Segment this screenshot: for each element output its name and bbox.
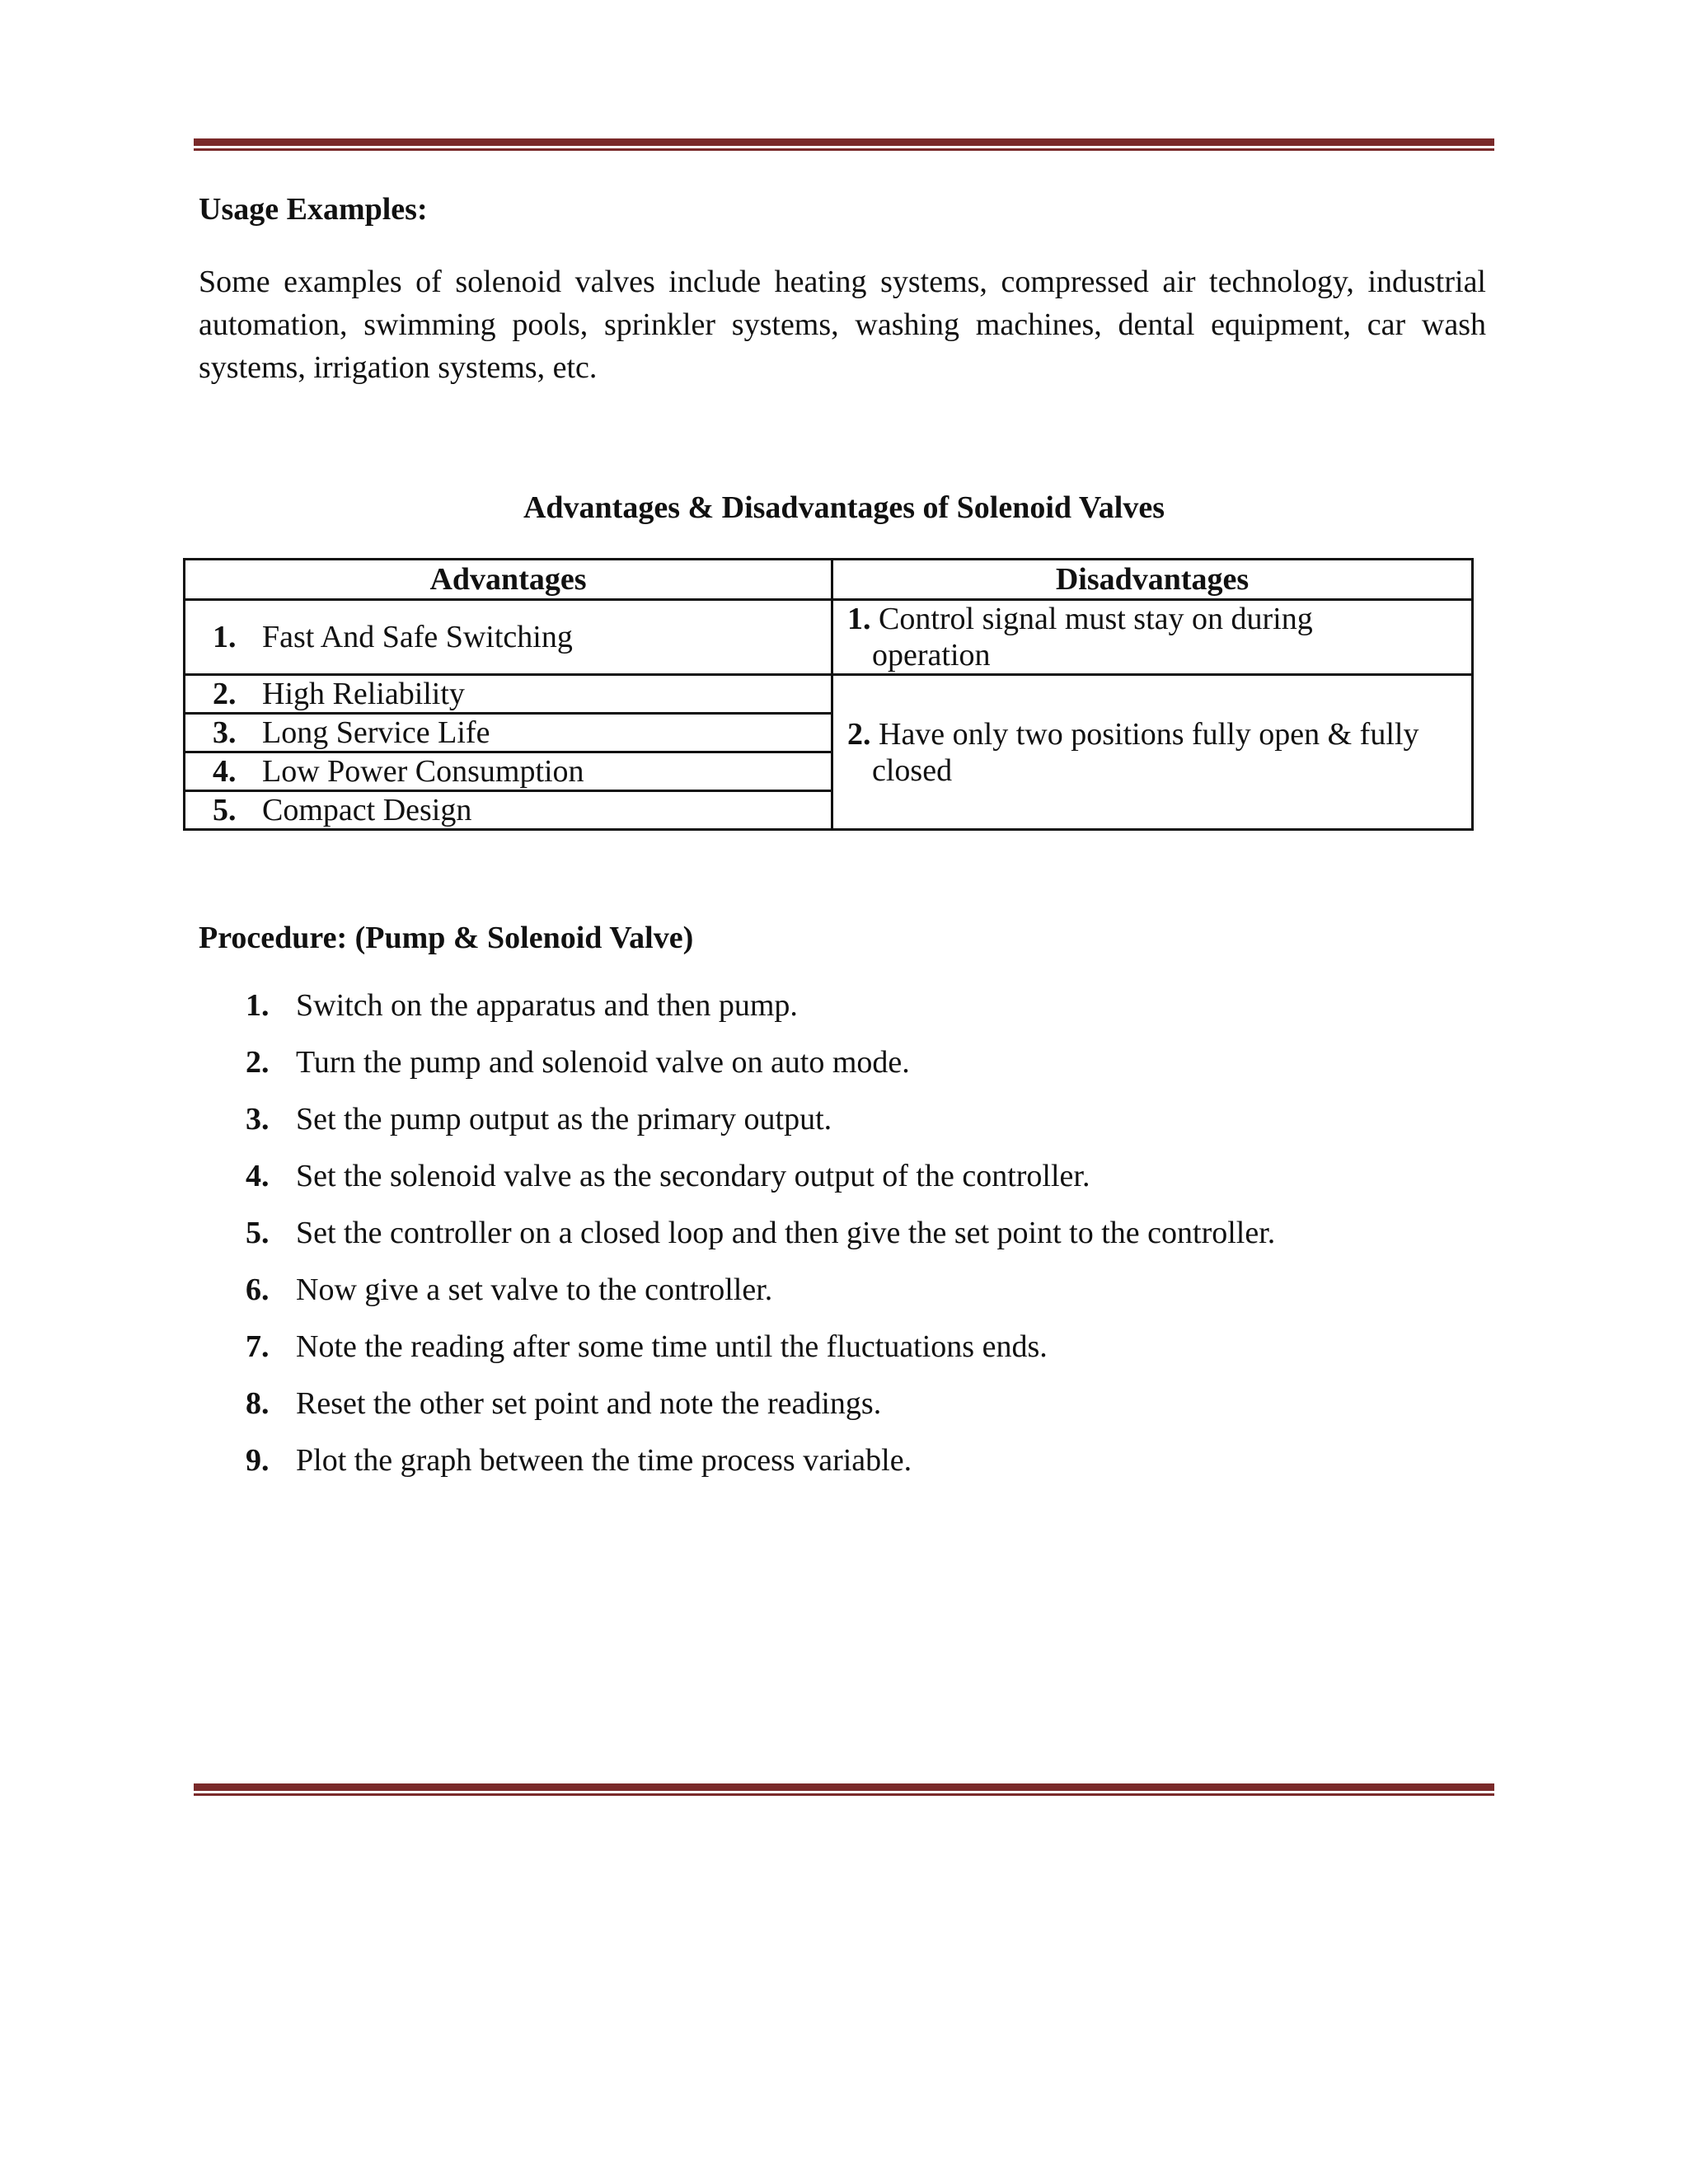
advantage-number: 1. [213, 620, 237, 654]
step-number: 3. [246, 1102, 270, 1137]
step-text: Switch on the apparatus and then pump. [296, 988, 798, 1023]
step-text: Plot the graph between the time process variable. [296, 1443, 912, 1478]
step-text: Note the reading after some time until the fluctuations ends. [296, 1329, 1048, 1364]
advantages-disadvantages-table [183, 558, 1474, 831]
advantage-text: High Reliability [262, 677, 465, 711]
procedure-step [199, 1158, 1275, 1194]
disadvantage-text: Control signal must stay on during [879, 602, 1313, 636]
advantage-number: 3. [213, 715, 237, 750]
advantage-text: Low Power Consumption [262, 754, 584, 789]
procedure-step [199, 1215, 1275, 1251]
step-number: 9. [246, 1443, 270, 1478]
table-row [185, 600, 1473, 675]
step-text: Set the pump output as the primary output. [296, 1102, 832, 1137]
step-text: Set the solenoid valve as the secondary output of the controller. [296, 1159, 1090, 1193]
step-text: Now give a set valve to the controller. [296, 1272, 773, 1307]
table-title: Advantages & Disadvantages of Solenoid Valves [523, 490, 1165, 525]
procedure-step [199, 1329, 1275, 1365]
advantage-item [185, 752, 832, 791]
disadvantage-text: Have only two positions fully open & fully [879, 716, 1419, 752]
step-number: 8. [246, 1386, 270, 1421]
disadvantage-item [832, 600, 1473, 675]
disadvantage-number: 2. [847, 716, 871, 752]
footer-rule [194, 1783, 1494, 1796]
disadvantages-header: Disadvantages [832, 560, 1473, 600]
step-number: 1. [246, 988, 270, 1023]
usage-paragraph: Some examples of solenoid valves include heating systems, compressed air technology, industrial automation, swimming pools, sprinkler systems, washing machines, dental equipment, car wash systems, irrigation systems, etc. [199, 265, 1486, 385]
step-number: 2. [246, 1045, 270, 1080]
procedure-heading: Procedure: (Pump & Solenoid Valve) [199, 921, 694, 955]
procedure-step [199, 1385, 1275, 1422]
step-number: 4. [246, 1159, 270, 1193]
header-rule [194, 138, 1494, 151]
disadvantage-text-continued: operation [872, 638, 991, 673]
advantage-item [185, 791, 832, 830]
procedure-step [199, 1044, 1275, 1080]
step-number: 7. [246, 1329, 270, 1364]
advantage-text: Fast And Safe Switching [262, 620, 573, 654]
table-header-row [185, 560, 1473, 600]
usage-heading: Usage Examples: [199, 192, 428, 227]
advantage-text: Compact Design [262, 793, 472, 827]
step-text: Turn the pump and solenoid valve on auto mode. [296, 1045, 910, 1080]
procedure-step [199, 1101, 1275, 1137]
advantage-item [185, 600, 832, 675]
advantages-header: Advantages [185, 560, 832, 600]
procedure-step [199, 1272, 1275, 1308]
step-number: 6. [246, 1272, 270, 1307]
procedure-steps [199, 987, 1275, 1499]
procedure-step [199, 987, 1275, 1024]
step-number: 5. [246, 1216, 270, 1250]
step-text: Set the controller on a closed loop and then give the set point to the controller. [296, 1216, 1276, 1250]
disadvantage-number: 1. [847, 602, 871, 636]
advantage-item [185, 714, 832, 752]
advantage-item [185, 675, 832, 714]
disadvantage-text-continued: closed [872, 752, 953, 788]
step-text: Reset the other set point and note the readings. [296, 1386, 882, 1421]
procedure-step [199, 1442, 1275, 1479]
advantage-number: 4. [213, 754, 237, 789]
advantage-number: 2. [213, 677, 237, 711]
disadvantage-item [832, 675, 1473, 830]
table-row [185, 675, 1473, 714]
advantage-text: Long Service Life [262, 715, 490, 750]
advantage-number: 5. [213, 793, 237, 827]
